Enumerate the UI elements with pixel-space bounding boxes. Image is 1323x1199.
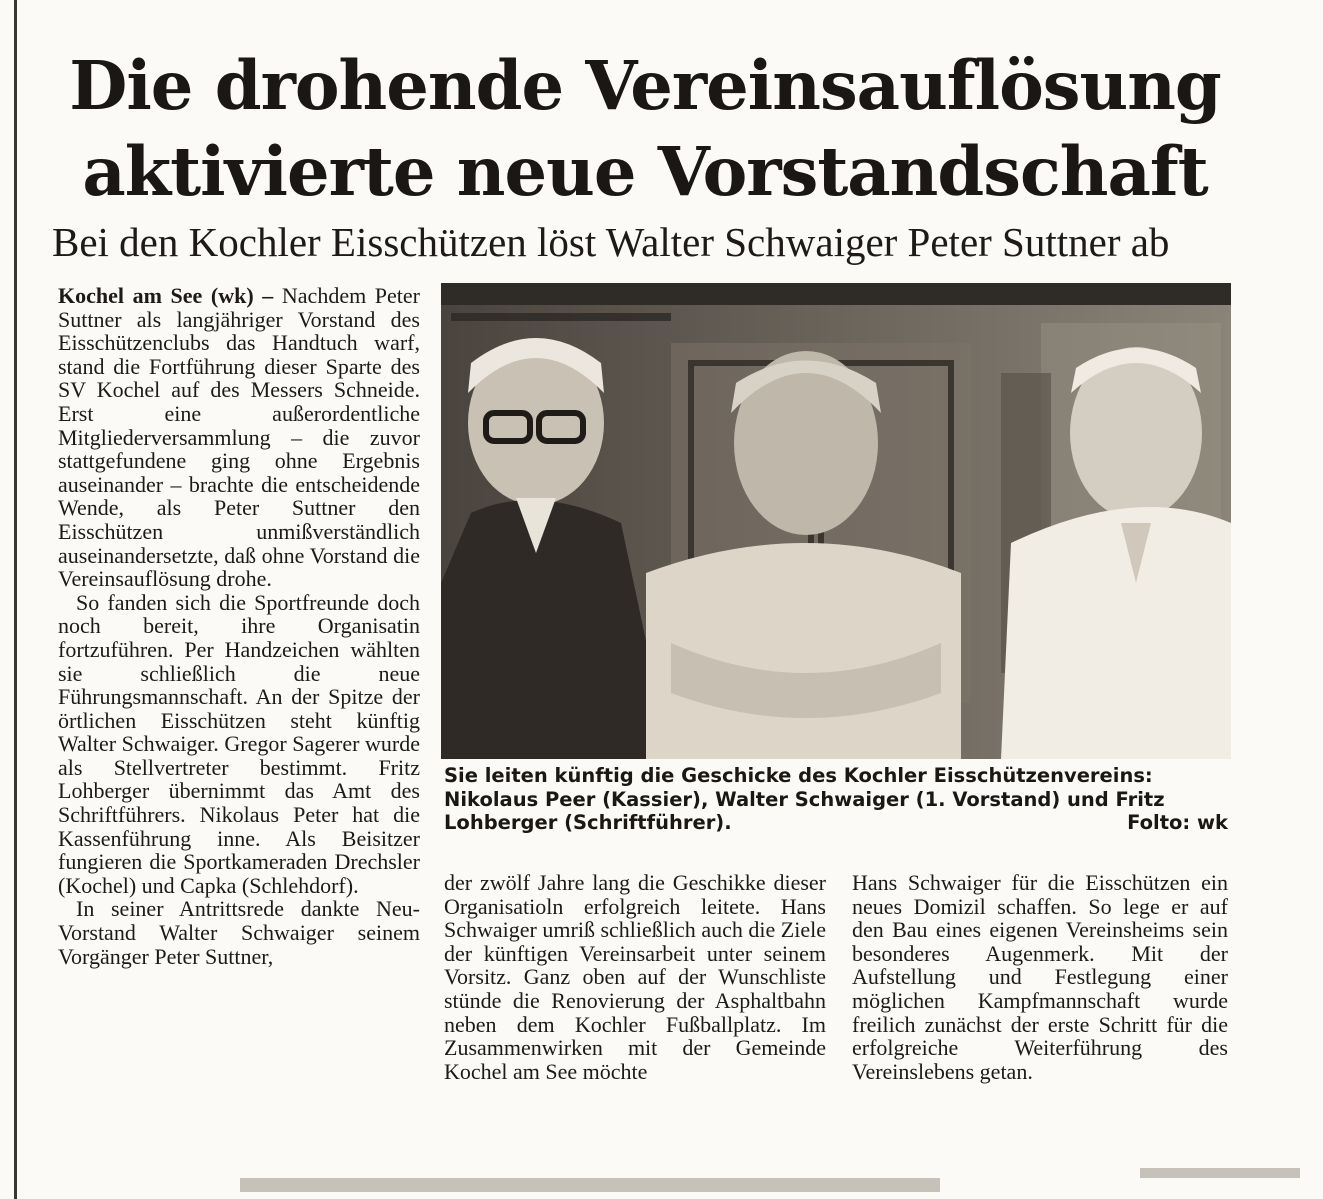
- paragraph-1-text: Nachdem Peter Suttner als langjähriger Vorstand des Eisschützenclubs das Handtuch warf, stand die Fortführung dieser Sparte des SV Kochel auf des Messers Schneide. Erst eine außerordentliche Mitgliederversammlung – die zuvor stattgefundene ging ohne Ergebnis auseinander – brachte die entscheidende Wende, als Peter Suttner den Eisschützen unmißverständlich auseinandersetzte, daß ohne Vorstand die Vereinsauflösung drohe.: [58, 283, 421, 592]
- article-column-3: [852, 871, 1228, 1083]
- column-3-text: Hans Schwaiger für die Eisschützen ein neues Domizil schaffen. So lege er auf den Bau eines eigenen Vereinsheims sein besonderes Augenmerk. Mit der Aufstellung und Festlegung einer möglichen Kampfmannschaft wurde freilich zunächst der erste Schritt für die erfolgreiche Weiterführung des Vereinslebens getan.: [852, 870, 1228, 1084]
- scan-smudge-bottom: [240, 1178, 940, 1192]
- scan-smudge-bottom-right: [1140, 1168, 1300, 1178]
- caption-line-1: Sie leiten künftig die Geschicke des Kochler Eisschützenvereins:: [444, 764, 1153, 787]
- photo-credit: Folto: wk: [1127, 811, 1228, 835]
- article-paragraph-3: In seiner Antrittsrede dankte Neu-Vorstand Walter Schwaiger seinem Vorgänger Peter Suttner,: [58, 896, 420, 969]
- article-paragraph-1: [58, 284, 420, 591]
- headline-line-1: Die drohende Vereinsauflösung: [69, 46, 1221, 125]
- caption-line-3: Lohberger (Schriftführer).: [444, 811, 732, 835]
- dateline: Kochel am See (wk) –: [58, 283, 274, 308]
- article-column-2: [444, 871, 826, 1083]
- column-2-text: der zwölf Jahre lang die Geschikke dieser Organisatioln erfolgreich leitete. Hans Schwaiger umriß schließlich auch die Ziele der künftigen Vereinsarbeit unter seinem Vorsitz. Ganz oben auf der Wunschliste stünde die Renovierung der Asphaltbahn neben dem Kochler Fußballplatz. Im Zusammenwirken mit der Gemeinde Kochel am See möchte: [444, 870, 826, 1084]
- photo-caption: [444, 764, 1228, 835]
- article-photo: [441, 283, 1231, 759]
- photo-three-men-illustration: [441, 283, 1231, 759]
- headline-line-2: aktivierte neue Vorstandschaft: [82, 132, 1208, 211]
- article-paragraph-2: So fanden sich die Sportfreunde doch noch bereit, ihre Organisatin fortzuführen. Per Handzeichen wählten sie schließlich die neue Führungsmannschaft. An der Spitze der örtlichen Eisschützen steht künftig Walter Schwaiger. Gregor Sagerer wurde als Stellvertreter bestimmt. Fritz Lohberger übernimmt das Amt des Schriftführers. Nikolaus Peter hat die Kassenführung inne. Als Beisitzer fungieren die Sportkameraden Drechsler (Kochel) und Capka (Schlehdorf).: [58, 589, 420, 898]
- left-margin-rule: [14, 0, 17, 1199]
- caption-line-2: Nikolaus Peer (Kassier), Walter Schwaiger (1. Vorstand) und Fritz: [444, 787, 1165, 811]
- subheadline: Bei den Kochler Eisschützen löst Walter Schwaiger Peter Suttner ab: [52, 219, 1170, 265]
- article-column-1: [58, 284, 420, 968]
